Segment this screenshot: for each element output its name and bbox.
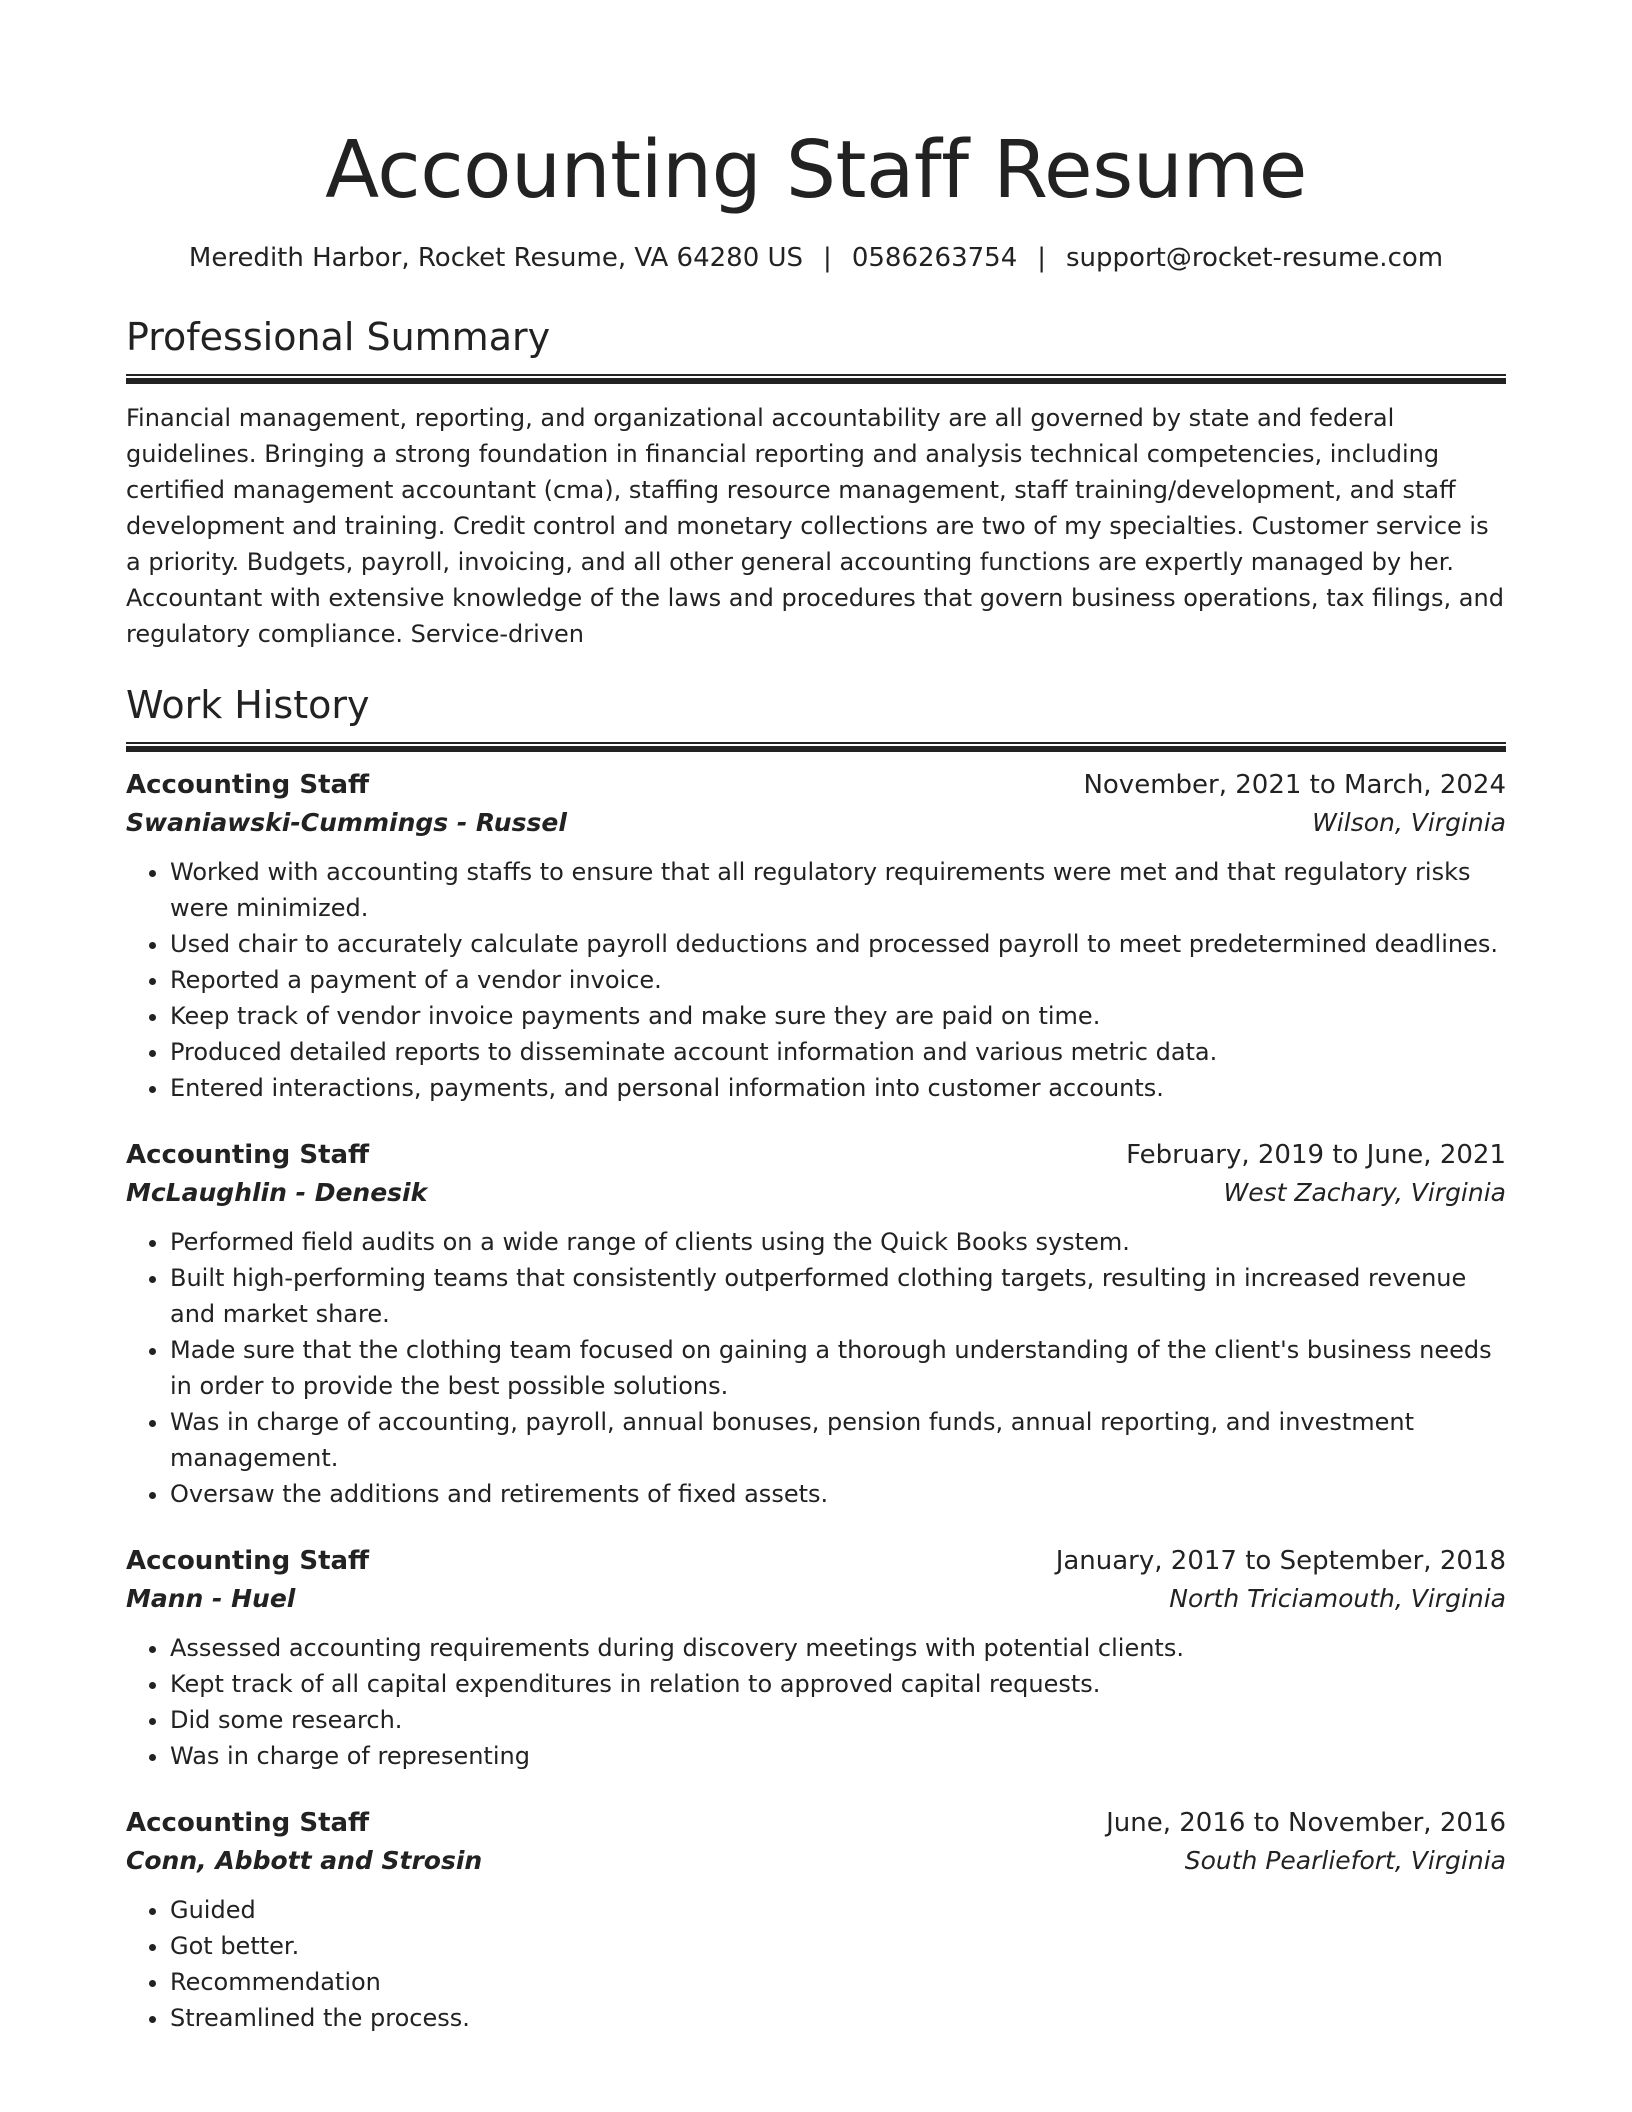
contact-address: Meredith Harbor, Rocket Resume, VA 64280 US [188, 243, 804, 273]
page-title: Accounting Staff Resume [325, 124, 1307, 216]
job-subheader [126, 804, 1506, 842]
job-bullet: • Used chair to accurately calculate payroll deductions and processed payroll to meet predetermined deadlines. [170, 926, 1506, 962]
job-bullet: • Guided [170, 1892, 1506, 1928]
job-bullet: • Kept track of all capital expenditures in relation to approved capital requests. [170, 1666, 1506, 1702]
job-title: Accounting Staff [126, 1140, 370, 1170]
job-bullet: • Keep track of vendor invoice payments and make sure they are paid on time. [170, 998, 1506, 1034]
contact-email: support@rocket-resume.com [1066, 243, 1444, 273]
job-header [126, 766, 1506, 804]
job-bullet: • Assessed accounting requirements during discovery meetings with potential clients. [170, 1630, 1506, 1666]
summary-section [126, 312, 1506, 652]
job-company: Conn, Abbott and Strosin [126, 1846, 483, 1875]
job-dates: February, 2019 to June, 2021 [1126, 1140, 1506, 1170]
job-bullet: • Got better. [170, 1928, 1506, 1964]
job-dates: January, 2017 to September, 2018 [1055, 1546, 1506, 1576]
contact-phone: 0586263754 [851, 243, 1018, 273]
section-divider [126, 374, 1506, 384]
job-bullet: • Entered interactions, payments, and personal information into customer accounts. [170, 1070, 1506, 1106]
job-bullets [126, 1224, 1506, 1512]
job-header [126, 1804, 1506, 1842]
job-bullet: • Performed field audits on a wide range of clients using the Quick Books system. [170, 1224, 1506, 1260]
job-bullet: • Was in charge of accounting, payroll, annual bonuses, pension funds, annual reporting, and investment management. [170, 1404, 1506, 1476]
job-header [126, 1542, 1506, 1580]
work-history-section [126, 680, 1506, 2036]
contact-line [126, 240, 1506, 276]
job-bullet: • Produced detailed reports to disseminate account information and various metric data. [170, 1034, 1506, 1070]
job-bullet: • Did some research. [170, 1702, 1506, 1738]
job-location: West Zachary, Virginia [1223, 1178, 1506, 1207]
job-location: North Triciamouth, Virginia [1169, 1584, 1506, 1613]
job-bullet: • Reported a payment of a vendor invoice. [170, 962, 1506, 998]
job-entry [126, 1804, 1506, 2036]
section-divider [126, 742, 1506, 752]
job-entry [126, 766, 1506, 1106]
job-company: Mann - Huel [126, 1584, 296, 1613]
contact-separator: | [823, 243, 832, 273]
job-bullet: • Built high-performing teams that consistently outperformed clothing targets, resulting in increased revenue and market share. [170, 1260, 1506, 1332]
summary-text: Financial management, reporting, and organizational accountability are all governed by state and federal guidelines. Bringing a strong foundation in financial reporting and analysis technical competencies, including certified management accountant (cma), staffing resource management, staff training/development, and staff development and training. Credit control and monetary collections are two of my specialties. Customer service is a priority. Budgets, payroll, invoicing, and all other general accounting functions are expertly managed by her. Accountant with extensive knowledge of the laws and procedures that govern business operations, tax filings, and regulatory compliance. Service-driven [126, 404, 1504, 648]
work-history-heading: Work History [126, 683, 370, 727]
summary-heading: Professional Summary [126, 315, 551, 359]
job-bullet: • Worked with accounting staffs to ensure that all regulatory requirements were met and that regulatory risks were minimized. [170, 854, 1506, 926]
job-dates: June, 2016 to November, 2016 [1106, 1808, 1506, 1838]
job-dates: November, 2021 to March, 2024 [1083, 770, 1506, 800]
contact-separator: | [1037, 243, 1046, 273]
job-bullet: • Made sure that the clothing team focused on gaining a thorough understanding of the client's business needs in order to provide the best possible solutions. [170, 1332, 1506, 1404]
job-bullet: • Recommendation [170, 1964, 1506, 2000]
job-subheader [126, 1174, 1506, 1212]
job-bullet: • Streamlined the process. [170, 2000, 1506, 2036]
job-entry [126, 1542, 1506, 1774]
job-subheader [126, 1580, 1506, 1618]
job-subheader [126, 1842, 1506, 1880]
job-title: Accounting Staff [126, 1808, 370, 1838]
job-title: Accounting Staff [126, 1546, 370, 1576]
job-bullet: • Oversaw the additions and retirements of fixed assets. [170, 1476, 1506, 1512]
job-bullets [126, 854, 1506, 1106]
job-location: Wilson, Virginia [1312, 808, 1506, 837]
job-bullets [126, 1630, 1506, 1774]
job-bullets [126, 1892, 1506, 2036]
job-entry [126, 1136, 1506, 1512]
job-company: McLaughlin - Denesik [126, 1178, 428, 1207]
job-title: Accounting Staff [126, 770, 370, 800]
job-bullet: • Was in charge of representing [170, 1738, 1506, 1774]
job-header [126, 1136, 1506, 1174]
job-company: Swaniawski-Cummings - Russel [126, 808, 567, 837]
job-location: South Pearliefort, Virginia [1184, 1846, 1506, 1875]
